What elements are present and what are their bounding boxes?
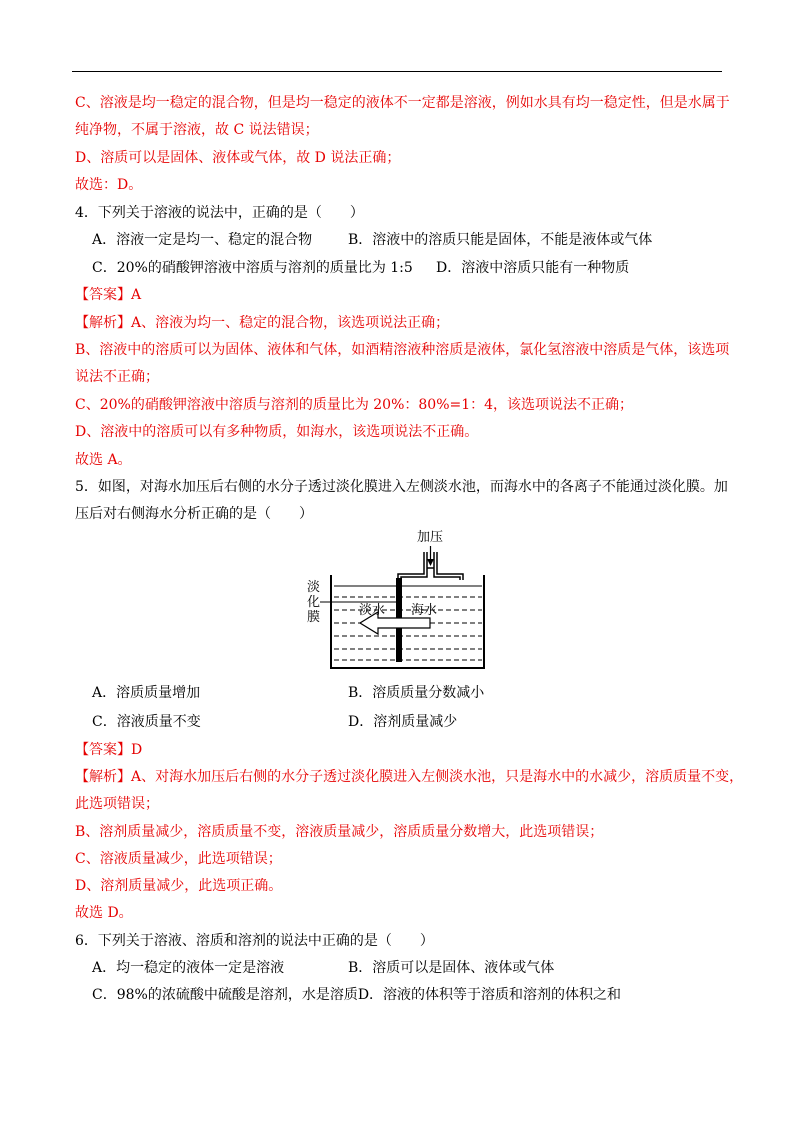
q4-option-c: C．20%的硝酸钾溶液中溶质与溶剂的质量比为 1:5 — [92, 260, 413, 276]
desalination-diagram — [298, 524, 498, 674]
q4-stem: 4．下列关于溶液的说法中，正确的是（ ） — [75, 205, 364, 221]
q5-stem-line1: 5．如图，对海水加压后右侧的水分子透过淡化膜进入左侧淡水池，而海水中的各离子不能通过淡化膜。加 — [75, 479, 728, 495]
q4-explanation-5: D、溶液中的溶质可以有多种物质，如海水，该选项说法不正确。 — [75, 424, 479, 440]
pressure-label: 加压 — [416, 530, 444, 545]
q4-explanation-1: 【解析】A、溶液为均一、稳定的混合物，该选项说法正确； — [75, 315, 450, 331]
prev-explanation-d: D、溶质可以是固体、液体或气体，故 D 说法正确； — [75, 150, 401, 166]
q5-option-a: A．溶质质量增加 — [92, 685, 201, 701]
membrane-label-3: 膜 — [307, 610, 321, 625]
q5-option-c: C．溶液质量不变 — [92, 714, 201, 730]
freshwater-label: 淡水 — [358, 603, 386, 618]
q5-option-d: D．溶剂质量减少 — [348, 714, 458, 730]
prev-explanation-c-line2: 纯净物，不属于溶液，故 C 说法错误； — [75, 122, 319, 138]
q5-explanation-3: B、溶剂质量减少，溶质质量不变，溶液质量减少，溶质质量分数增大，此选项错误； — [75, 824, 604, 840]
q4-choose: 故选 A。 — [75, 452, 132, 468]
q5-option-b: B．溶质质量分数减小 — [348, 685, 485, 701]
q6-option-b: B．溶质可以是固体、液体或气体 — [348, 960, 555, 976]
membrane-label-1: 淡 — [307, 580, 321, 595]
q5-answer: 【答案】D — [75, 742, 143, 758]
q4-option-d: D．溶液中溶质只能有一种物质 — [436, 260, 630, 276]
q5-choose: 故选 D。 — [75, 905, 133, 921]
seawater-label: 海水 — [410, 603, 438, 618]
prev-choose: 故选：D。 — [75, 177, 143, 193]
q6-stem: 6．下列关于溶液、溶质和溶剂的说法中正确的是（ ） — [75, 933, 434, 949]
q4-explanation-4: C、20%的硝酸钾溶液中溶质与溶剂的质量比为 20%：80%=1：4，该选项说法不正确； — [75, 397, 634, 413]
q5-explanation-2: 此选项错误； — [75, 796, 159, 812]
q4-explanation-2: B、溶液中的溶质可以为固体、液体和气体，如酒精溶液种溶质是液体，氯化氢溶液中溶质是气体，该选项 — [75, 342, 730, 358]
q4-answer: 【答案】A — [75, 287, 142, 303]
membrane-label-2: 化 — [307, 595, 321, 610]
q5-explanation-1: 【解析】A、对海水加压后右侧的水分子透过淡化膜进入左侧淡水池，只是海水中的水减少，溶质质量不变， — [75, 769, 744, 785]
header-rule — [72, 71, 722, 72]
q5-stem-line2: 压后对右侧海水分析正确的是（ ） — [75, 506, 313, 522]
q4-option-a: A．溶液一定是均一、稳定的混合物 — [92, 232, 313, 248]
q6-option-a: A．均一稳定的液体一定是溶液 — [92, 960, 285, 976]
prev-explanation-c-line1: C、溶液是均一稳定的混合物，但是均一稳定的液体不一定都是溶液，例如水具有均一稳定性，但是水属于 — [75, 95, 730, 111]
q5-explanation-4: C、溶液质量减少，此选项错误； — [75, 851, 282, 867]
q4-option-b: B．溶液中的溶质只能是固体，不能是液体或气体 — [348, 232, 653, 248]
q6-option-c-d: C．98%的浓硫酸中硫酸是溶剂，水是溶质D．溶液的体积等于溶质和溶剂的体积之和 — [92, 987, 622, 1003]
q5-explanation-5: D、溶剂质量减少，此选项正确。 — [75, 878, 283, 894]
q4-explanation-3: 说法不正确； — [75, 369, 159, 385]
